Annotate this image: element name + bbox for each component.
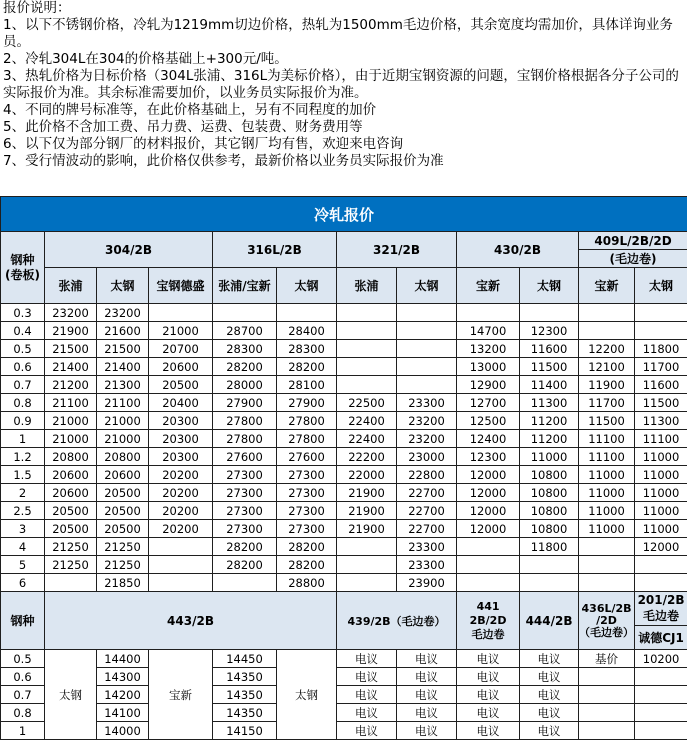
price-cell bbox=[337, 358, 397, 376]
price-cell: 28800 bbox=[277, 574, 337, 592]
price-cell bbox=[579, 668, 635, 686]
price-cell: 21000 bbox=[97, 412, 149, 430]
mill-header: 太钢 bbox=[635, 268, 687, 304]
cold-rolled-price-table bbox=[0, 196, 687, 592]
price-cell: 22500 bbox=[337, 394, 397, 412]
price-cell: 11100 bbox=[579, 448, 635, 466]
price-cell bbox=[337, 340, 397, 358]
table-row bbox=[1, 412, 687, 430]
price-cell: 11000 bbox=[520, 448, 579, 466]
price-cell: 14350 bbox=[213, 704, 277, 722]
price-cell: 12100 bbox=[579, 358, 635, 376]
mill-header: 宝钢德盛 bbox=[149, 268, 213, 304]
price-cell bbox=[579, 704, 635, 722]
price-cell bbox=[635, 574, 687, 592]
price-cell bbox=[579, 538, 635, 556]
table-row bbox=[1, 430, 687, 448]
price-cell: 22400 bbox=[337, 430, 397, 448]
thickness-cell: 0.7 bbox=[1, 686, 45, 704]
thickness-cell: 1 bbox=[1, 430, 45, 448]
price-cell: 电议 bbox=[457, 686, 520, 704]
price-cell bbox=[579, 556, 635, 574]
price-cell: 20400 bbox=[149, 394, 213, 412]
thickness-cell: 5 bbox=[1, 556, 45, 574]
price-cell bbox=[579, 574, 635, 592]
price-cell: 12300 bbox=[457, 448, 520, 466]
price-cell bbox=[149, 574, 213, 592]
price-cell: 28300 bbox=[277, 340, 337, 358]
price-cell bbox=[149, 556, 213, 574]
note-item: 3、热轧价格为日标价格（304L张浦、316L为美标价格），由于近期宝钢资源的问题，宝钢价格根据各分子公司的实际报价为准。其余标准需要加价，以业务员实际报价为准。 bbox=[0, 68, 683, 102]
price-cell: 11400 bbox=[520, 376, 579, 394]
price-cell: 20500 bbox=[149, 376, 213, 394]
thickness-cell: 0.8 bbox=[1, 394, 45, 412]
price-cell: 电议 bbox=[397, 722, 457, 740]
mill-header: 太钢 bbox=[277, 268, 337, 304]
price-cell: 27300 bbox=[213, 520, 277, 538]
price-cell: 电议 bbox=[520, 650, 579, 668]
price-cell: 20500 bbox=[45, 502, 97, 520]
table-row bbox=[1, 358, 687, 376]
price-cell: 22800 bbox=[397, 466, 457, 484]
price-cell: 20200 bbox=[149, 502, 213, 520]
price-cell: 28200 bbox=[277, 538, 337, 556]
price-cell: 12700 bbox=[457, 394, 520, 412]
price-cell: 10800 bbox=[520, 466, 579, 484]
price-cell: 21850 bbox=[97, 574, 149, 592]
thickness-cell: 4 bbox=[1, 538, 45, 556]
thickness-cell: 0.5 bbox=[1, 340, 45, 358]
price-cell: 27800 bbox=[277, 430, 337, 448]
price-cell: 21500 bbox=[97, 340, 149, 358]
price-cell: 21900 bbox=[337, 502, 397, 520]
price-cell: 电议 bbox=[520, 686, 579, 704]
price-cell: 14350 bbox=[213, 668, 277, 686]
price-cell: 14400 bbox=[97, 650, 149, 668]
price-cell: 27300 bbox=[277, 484, 337, 502]
price-cell: 21250 bbox=[97, 538, 149, 556]
price-cell: 11900 bbox=[579, 376, 635, 394]
price-cell: 11500 bbox=[579, 412, 635, 430]
price-cell: 14300 bbox=[97, 668, 149, 686]
mill-header: 张浦/宝新 bbox=[213, 268, 277, 304]
price-cell: 21400 bbox=[45, 358, 97, 376]
price-cell: 20300 bbox=[149, 448, 213, 466]
price-cell: 11600 bbox=[520, 340, 579, 358]
price-cell: 11300 bbox=[520, 394, 579, 412]
mill-cell: 太钢 bbox=[45, 650, 97, 740]
thickness-cell: 2 bbox=[1, 484, 45, 502]
price-cell: 20500 bbox=[97, 502, 149, 520]
grade-443: 443/2B bbox=[45, 592, 337, 650]
price-cell: 28200 bbox=[213, 538, 277, 556]
price-cell: 11000 bbox=[635, 448, 687, 466]
price-cell: 22000 bbox=[337, 466, 397, 484]
price-cell: 14100 bbox=[97, 704, 149, 722]
price-cell: 12300 bbox=[520, 322, 579, 340]
price-cell bbox=[337, 538, 397, 556]
price-cell: 23900 bbox=[397, 574, 457, 592]
price-cell: 20200 bbox=[149, 466, 213, 484]
price-cell: 21500 bbox=[45, 340, 97, 358]
price-cell: 电议 bbox=[457, 668, 520, 686]
price-cell: 电议 bbox=[397, 668, 457, 686]
price-cell: 11200 bbox=[520, 412, 579, 430]
price-cell: 28000 bbox=[213, 376, 277, 394]
price-cell: 28300 bbox=[213, 340, 277, 358]
notes-heading: 报价说明： bbox=[0, 0, 687, 17]
price-cell: 27800 bbox=[213, 412, 277, 430]
thickness-cell: 0.6 bbox=[1, 668, 45, 686]
price-cell: 电议 bbox=[337, 704, 397, 722]
price-cell: 21100 bbox=[45, 394, 97, 412]
price-cell: 11200 bbox=[520, 430, 579, 448]
price-cell: 22700 bbox=[397, 520, 457, 538]
price-cell: 14350 bbox=[213, 686, 277, 704]
grade-409l: 409L/2B/2D bbox=[579, 232, 687, 250]
price-cell: 28200 bbox=[213, 358, 277, 376]
price-cell: 23200 bbox=[97, 304, 149, 322]
price-cell: 电议 bbox=[337, 686, 397, 704]
price-cell bbox=[213, 574, 277, 592]
price-cell: 20800 bbox=[97, 448, 149, 466]
price-cell: 11000 bbox=[635, 520, 687, 538]
grade-444: 444/2B bbox=[520, 592, 579, 650]
thickness-cell: 0.4 bbox=[1, 322, 45, 340]
price-cell: 27800 bbox=[277, 412, 337, 430]
price-cell bbox=[457, 304, 520, 322]
other-grades-rows bbox=[1, 650, 687, 740]
price-cell: 28200 bbox=[277, 358, 337, 376]
price-cell bbox=[635, 322, 687, 340]
price-cell: 10800 bbox=[520, 502, 579, 520]
price-cell: 11000 bbox=[635, 502, 687, 520]
price-cell: 电议 bbox=[520, 668, 579, 686]
price-cell: 电议 bbox=[337, 668, 397, 686]
price-cell: 电议 bbox=[457, 650, 520, 668]
thickness-cell: 0.5 bbox=[1, 650, 45, 668]
price-cell bbox=[149, 304, 213, 322]
price-cell: 10800 bbox=[520, 520, 579, 538]
price-cell: 27600 bbox=[213, 448, 277, 466]
table-row bbox=[1, 538, 687, 556]
price-cell: 23300 bbox=[397, 538, 457, 556]
price-cell: 11000 bbox=[635, 484, 687, 502]
price-cell: 10200 bbox=[635, 650, 687, 668]
price-cell: 27300 bbox=[213, 502, 277, 520]
table-row bbox=[1, 394, 687, 412]
price-cell: 基价 bbox=[579, 650, 635, 668]
thickness-cell: 1.5 bbox=[1, 466, 45, 484]
table-row bbox=[1, 466, 687, 484]
price-cell: 14450 bbox=[213, 650, 277, 668]
price-cell: 12000 bbox=[635, 538, 687, 556]
price-cell: 23300 bbox=[397, 394, 457, 412]
price-cell bbox=[579, 304, 635, 322]
price-cell: 11700 bbox=[579, 394, 635, 412]
price-cell: 电议 bbox=[397, 650, 457, 668]
price-cell bbox=[635, 686, 687, 704]
price-cell: 21000 bbox=[45, 412, 97, 430]
price-cell: 12000 bbox=[457, 520, 520, 538]
thickness-cell: 2.5 bbox=[1, 502, 45, 520]
price-cell: 27800 bbox=[213, 430, 277, 448]
other-grades-price-table bbox=[0, 591, 687, 740]
price-cell: 21000 bbox=[45, 430, 97, 448]
price-cell: 21250 bbox=[97, 556, 149, 574]
table-row bbox=[1, 340, 687, 358]
price-cell: 27300 bbox=[213, 484, 277, 502]
price-cell: 21900 bbox=[45, 322, 97, 340]
price-cell bbox=[397, 358, 457, 376]
price-cell: 21900 bbox=[337, 520, 397, 538]
price-cell bbox=[397, 340, 457, 358]
price-cell bbox=[397, 376, 457, 394]
price-cell: 27600 bbox=[277, 448, 337, 466]
mill-header: 张浦 bbox=[45, 268, 97, 304]
price-cell: 20800 bbox=[45, 448, 97, 466]
row-header-steel-grade: 钢种 (卷板) bbox=[1, 232, 45, 304]
grade-316l: 316L/2B bbox=[213, 232, 337, 268]
table-row bbox=[1, 484, 687, 502]
price-notes bbox=[0, 0, 687, 196]
price-cell: 12900 bbox=[457, 376, 520, 394]
grade-409l-sub: (毛边卷) bbox=[579, 250, 687, 268]
price-cell: 27300 bbox=[277, 502, 337, 520]
price-cell bbox=[337, 376, 397, 394]
price-cell bbox=[337, 574, 397, 592]
price-cell: 22700 bbox=[397, 502, 457, 520]
price-cell: 28700 bbox=[213, 322, 277, 340]
price-cell bbox=[635, 704, 687, 722]
price-cell bbox=[635, 304, 687, 322]
price-cell: 21200 bbox=[45, 376, 97, 394]
thickness-cell: 1.2 bbox=[1, 448, 45, 466]
price-cell bbox=[337, 304, 397, 322]
price-cell: 27900 bbox=[277, 394, 337, 412]
price-cell: 20600 bbox=[45, 484, 97, 502]
price-cell bbox=[45, 574, 97, 592]
grade-201: 201/2B毛边卷 bbox=[635, 592, 687, 626]
price-cell: 20300 bbox=[149, 412, 213, 430]
price-cell: 12200 bbox=[579, 340, 635, 358]
price-cell bbox=[337, 322, 397, 340]
row-header-steel-grade-2: 钢种 bbox=[1, 592, 45, 650]
price-cell: 12000 bbox=[457, 502, 520, 520]
price-cell: 23000 bbox=[397, 448, 457, 466]
price-cell: 27300 bbox=[277, 466, 337, 484]
price-cell: 11000 bbox=[635, 466, 687, 484]
mill-header: 宝新 bbox=[457, 268, 520, 304]
price-cell bbox=[149, 538, 213, 556]
note-item: 1、以下不锈钢价格，冷轧为1219mm切边价格，热轧为1500mm毛边价格，其余宽度均需加价，具体详询业务员。 bbox=[0, 17, 683, 51]
price-cell bbox=[457, 538, 520, 556]
table-row bbox=[1, 322, 687, 340]
price-cell: 10800 bbox=[520, 484, 579, 502]
price-cell: 11500 bbox=[635, 394, 687, 412]
price-cell: 11100 bbox=[635, 430, 687, 448]
price-cell: 14200 bbox=[97, 686, 149, 704]
price-cell: 23200 bbox=[397, 412, 457, 430]
mill-header: 太钢 bbox=[397, 268, 457, 304]
price-cell: 20200 bbox=[149, 484, 213, 502]
mill-header: 张浦 bbox=[337, 268, 397, 304]
price-cell: 11800 bbox=[520, 538, 579, 556]
table-row bbox=[1, 686, 687, 704]
table-row bbox=[1, 704, 687, 722]
price-cell: 22200 bbox=[337, 448, 397, 466]
grade-321: 321/2B bbox=[337, 232, 457, 268]
thickness-cell: 0.8 bbox=[1, 704, 45, 722]
price-cell: 28400 bbox=[277, 322, 337, 340]
price-cell: 28200 bbox=[277, 556, 337, 574]
price-cell bbox=[635, 668, 687, 686]
price-cell: 20600 bbox=[149, 358, 213, 376]
price-cell: 11700 bbox=[635, 358, 687, 376]
price-cell bbox=[457, 556, 520, 574]
mill-201: 诚德CJ1 bbox=[635, 626, 687, 650]
thickness-cell: 0.7 bbox=[1, 376, 45, 394]
price-cell: 12000 bbox=[457, 466, 520, 484]
thickness-cell: 0.3 bbox=[1, 304, 45, 322]
price-cell: 12000 bbox=[457, 484, 520, 502]
price-cell: 20300 bbox=[149, 430, 213, 448]
thickness-cell: 6 bbox=[1, 574, 45, 592]
price-cell: 21250 bbox=[45, 538, 97, 556]
table-row bbox=[1, 502, 687, 520]
table-row bbox=[1, 304, 687, 322]
price-cell: 21600 bbox=[97, 322, 149, 340]
table-row bbox=[1, 556, 687, 574]
price-cell: 电议 bbox=[457, 704, 520, 722]
price-cell: 13000 bbox=[457, 358, 520, 376]
price-cell: 11600 bbox=[635, 376, 687, 394]
price-cell bbox=[457, 574, 520, 592]
thickness-cell: 0.6 bbox=[1, 358, 45, 376]
table-row bbox=[1, 520, 687, 538]
price-cell: 28100 bbox=[277, 376, 337, 394]
price-cell bbox=[579, 322, 635, 340]
price-cell: 11500 bbox=[520, 358, 579, 376]
price-cell bbox=[635, 556, 687, 574]
note-item: 5、此价格不含加工费、吊力费、运费、包装费、财务费用等 bbox=[0, 119, 687, 136]
grade-430: 430/2B bbox=[457, 232, 579, 268]
price-cell: 20600 bbox=[97, 466, 149, 484]
price-cell: 21000 bbox=[97, 430, 149, 448]
price-cell: 23300 bbox=[397, 556, 457, 574]
table-row bbox=[1, 668, 687, 686]
price-cell: 20600 bbox=[45, 466, 97, 484]
price-cell: 20200 bbox=[149, 520, 213, 538]
thickness-cell: 0.9 bbox=[1, 412, 45, 430]
price-cell: 14000 bbox=[97, 722, 149, 740]
price-cell: 22700 bbox=[397, 484, 457, 502]
price-cell bbox=[213, 304, 277, 322]
price-cell: 28200 bbox=[213, 556, 277, 574]
note-item: 6、以下仅为部分钢厂的材料报价，其它钢厂均有售，欢迎来电咨询 bbox=[0, 136, 687, 153]
price-cell: 电议 bbox=[337, 650, 397, 668]
price-cell: 14700 bbox=[457, 322, 520, 340]
thickness-cell: 3 bbox=[1, 520, 45, 538]
price-cell: 11300 bbox=[635, 412, 687, 430]
thickness-cell: 1 bbox=[1, 722, 45, 740]
price-cell bbox=[520, 574, 579, 592]
price-cell: 电议 bbox=[520, 704, 579, 722]
price-cell: 21900 bbox=[337, 484, 397, 502]
price-cell: 电议 bbox=[337, 722, 397, 740]
price-cell bbox=[579, 686, 635, 704]
price-cell: 23200 bbox=[397, 430, 457, 448]
price-cell: 电议 bbox=[397, 704, 457, 722]
price-cell: 21300 bbox=[97, 376, 149, 394]
price-cell: 电议 bbox=[397, 686, 457, 704]
cold-rolled-rows bbox=[1, 304, 687, 592]
price-cell: 电议 bbox=[457, 722, 520, 740]
price-cell: 11000 bbox=[579, 502, 635, 520]
note-item: 4、不同的牌号标准等，在此价格基础上，另有不同程度的加价 bbox=[0, 102, 687, 119]
grade-304: 304/2B bbox=[45, 232, 213, 268]
price-cell: 23200 bbox=[45, 304, 97, 322]
price-cell: 12400 bbox=[457, 430, 520, 448]
price-cell: 11000 bbox=[579, 466, 635, 484]
grade-439: 439/2B（毛边卷） bbox=[337, 592, 457, 650]
price-cell: 电议 bbox=[520, 722, 579, 740]
grade-441: 441 2B/2D 毛边卷 bbox=[457, 592, 520, 650]
price-cell: 21400 bbox=[97, 358, 149, 376]
table-row bbox=[1, 650, 687, 668]
table-row bbox=[1, 574, 687, 592]
price-cell bbox=[520, 304, 579, 322]
price-cell: 11100 bbox=[579, 430, 635, 448]
price-cell: 20500 bbox=[45, 520, 97, 538]
table-row bbox=[1, 448, 687, 466]
grade-436l: 436L/2B /2D （毛边卷） bbox=[579, 592, 635, 650]
price-cell: 14150 bbox=[213, 722, 277, 740]
table-row bbox=[1, 376, 687, 394]
price-cell: 11800 bbox=[635, 340, 687, 358]
price-cell: 20500 bbox=[97, 520, 149, 538]
price-cell: 13200 bbox=[457, 340, 520, 358]
mill-cell: 太钢 bbox=[277, 650, 337, 740]
price-cell: 12500 bbox=[457, 412, 520, 430]
price-cell: 22400 bbox=[337, 412, 397, 430]
price-cell: 20500 bbox=[97, 484, 149, 502]
price-cell: 27300 bbox=[213, 466, 277, 484]
price-cell: 11000 bbox=[579, 520, 635, 538]
price-cell: 11000 bbox=[579, 484, 635, 502]
mill-cell: 宝新 bbox=[149, 650, 213, 740]
price-cell: 27300 bbox=[277, 520, 337, 538]
note-item: 7、受行情波动的影响，此价格仅供参考，最新价格以业务员实际报价为准 bbox=[0, 153, 687, 170]
mill-header: 宝新 bbox=[579, 268, 635, 304]
table-title: 冷轧报价 bbox=[1, 197, 687, 232]
price-cell bbox=[397, 322, 457, 340]
mill-header: 太钢 bbox=[97, 268, 149, 304]
price-cell bbox=[397, 304, 457, 322]
price-cell: 27900 bbox=[213, 394, 277, 412]
price-cell: 21250 bbox=[45, 556, 97, 574]
price-cell bbox=[277, 304, 337, 322]
mill-header: 太钢 bbox=[520, 268, 579, 304]
price-cell: 20700 bbox=[149, 340, 213, 358]
price-cell: 21100 bbox=[97, 394, 149, 412]
price-cell bbox=[520, 556, 579, 574]
note-item: 2、冷轧304L在304的价格基础上+300元/吨。 bbox=[0, 51, 687, 68]
price-cell: 21000 bbox=[149, 322, 213, 340]
price-cell bbox=[337, 556, 397, 574]
